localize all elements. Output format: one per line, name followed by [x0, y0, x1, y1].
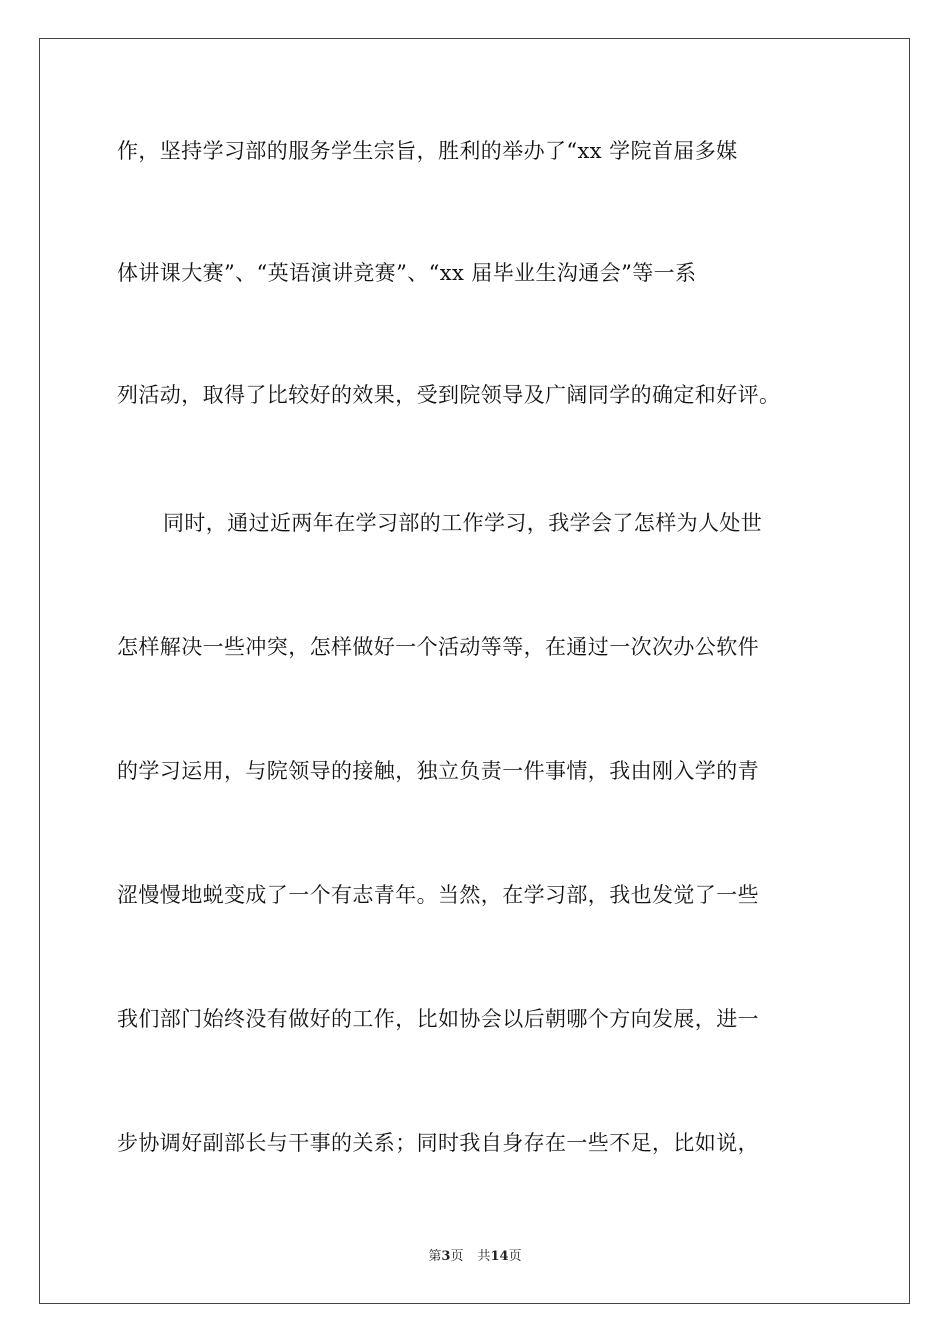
- page-footer: [0, 1248, 950, 1266]
- body-text-line: 体讲课大赛”、“英语演讲竞赛”、“xx 届毕业生沟通会”等一系: [117, 261, 697, 285]
- total-prefix: 共: [477, 1249, 491, 1264]
- total-suffix: 页: [508, 1249, 522, 1264]
- body-text-line: 同时，通过近两年在学习部的工作学习，我学会了怎样为人处世: [163, 511, 763, 535]
- total-pages: 14: [490, 1249, 509, 1264]
- page-border: [39, 38, 910, 1304]
- body-text-line: 作，坚持学习部的服务学生宗旨，胜利的举办了“xx 学院首届多媒: [117, 139, 738, 163]
- body-text-line: 的学习运用，与院领导的接触，独立负责一件事情，我由刚入学的青: [117, 759, 759, 783]
- body-text-line: 涩慢慢地蜕变成了一个有志青年。当然，在学习部，我也发觉了一些: [117, 883, 759, 907]
- body-text-line: 怎样解决一些冲突，怎样做好一个活动等等，在通过一次次办公软件: [117, 635, 759, 659]
- body-text-line: 列活动，取得了比较好的效果，受到院领导及广阔同学的确定和好评。: [117, 383, 781, 407]
- page-prefix: 第: [428, 1249, 442, 1264]
- body-text-line: 我们部门始终没有做好的工作，比如协会以后朝哪个方向发展，进一: [117, 1007, 759, 1031]
- page-suffix: 页: [450, 1249, 464, 1264]
- body-text-line: 步协调好副部长与干事的关系；同时我自身存在一些不足，比如说，: [117, 1131, 759, 1155]
- page-number: 3: [441, 1249, 451, 1264]
